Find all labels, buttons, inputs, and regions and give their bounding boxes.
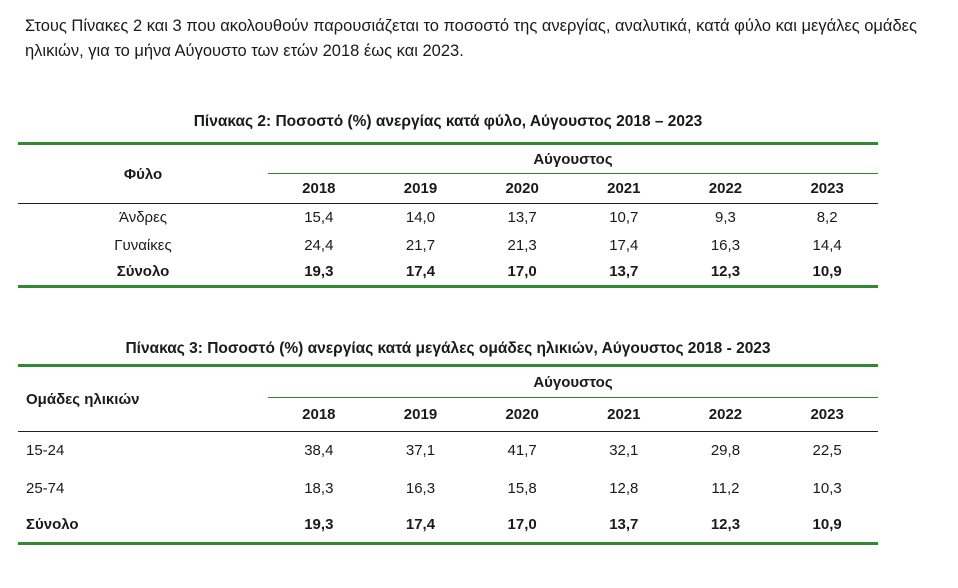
table-cell: 10,9 bbox=[812, 515, 842, 533]
table-cell: 12,8 bbox=[609, 479, 639, 497]
table-cell: 10,3 bbox=[812, 479, 842, 497]
table3-year-header: 2019 bbox=[403, 406, 438, 423]
table3-year-header: 2022 bbox=[708, 406, 743, 423]
table-cell: 13,7 bbox=[609, 515, 639, 533]
table-cell: 19,3 bbox=[304, 515, 334, 533]
table-cell: 10,9 bbox=[812, 263, 842, 281]
table-cell: 21,7 bbox=[405, 236, 436, 254]
table3-caption: Πίνακας 3: Ποσοστό (%) ανεργίας κατά μεγάλες ομάδες ηλικιών, Αύγουστος 2018 - 2023 bbox=[125, 340, 771, 357]
table-cell: 16,3 bbox=[710, 236, 741, 254]
row-label: 15-24 bbox=[26, 442, 65, 460]
table-cell: 13,7 bbox=[507, 209, 537, 227]
row-label: Σύνολο bbox=[116, 263, 170, 281]
table-row bbox=[18, 232, 878, 259]
table-cell: 17,0 bbox=[507, 515, 537, 533]
table3-year-header: 2023 bbox=[810, 406, 844, 423]
table2-group-header: Αύγουστος bbox=[268, 144, 878, 174]
table2-row-header: Φύλο bbox=[18, 144, 268, 204]
row-label: 25-74 bbox=[26, 479, 65, 497]
table-cell: 15,8 bbox=[507, 479, 537, 497]
table-cell: 17,0 bbox=[507, 263, 537, 281]
table-cell: 13,7 bbox=[609, 263, 639, 281]
table-cell: 17,4 bbox=[609, 236, 639, 254]
table-row bbox=[18, 470, 878, 507]
table-cell: 19,3 bbox=[304, 263, 334, 281]
table3-year-header: 2021 bbox=[607, 406, 641, 423]
table-cell: 15,4 bbox=[304, 209, 334, 227]
table2-year-header: 2023 bbox=[810, 180, 844, 197]
table-cell: 37,1 bbox=[405, 442, 436, 460]
table3-year-header: 2018 bbox=[302, 406, 336, 423]
row-label: Άνδρες bbox=[118, 209, 168, 227]
table2-year-header: 2019 bbox=[403, 180, 438, 197]
table-cell: 9,3 bbox=[715, 209, 736, 227]
table3-row-header: Ομάδες ηλικιών bbox=[18, 366, 268, 432]
table3-year-header: 2020 bbox=[505, 406, 539, 423]
table2-year-header: 2020 bbox=[505, 180, 539, 197]
table-cell: 24,4 bbox=[304, 236, 334, 254]
table-cell: 17,4 bbox=[405, 515, 436, 533]
table2-caption: Πίνακας 2: Ποσοστό (%) ανεργίας κατά φύλο, Αύγουστος 2018 – 2023 bbox=[193, 113, 703, 130]
table-cell: 22,5 bbox=[812, 442, 842, 460]
row-label: Γυναίκες bbox=[114, 236, 172, 254]
table-row bbox=[18, 432, 878, 470]
table-cell: 41,7 bbox=[507, 442, 537, 460]
table-row-total bbox=[18, 259, 878, 287]
table-cell: 8,2 bbox=[816, 209, 838, 227]
table2-year-header: 2022 bbox=[708, 180, 743, 197]
table-cell: 14,0 bbox=[405, 209, 436, 227]
table2-gender-unemployment bbox=[18, 142, 878, 288]
intro-paragraph: Στους Πίνακες 2 και 3 που ακολουθούν παρουσιάζεται το ποσοστό της ανεργίας, αναλυτικά, κατά φύλο και μεγάλες ομάδες ηλικιών, για το μήνα Αύγουστο των ετών 2018 έως και 2023. bbox=[25, 17, 917, 60]
table-cell: 12,3 bbox=[710, 515, 741, 533]
table-cell: 17,4 bbox=[405, 263, 436, 281]
table-cell: 21,3 bbox=[507, 236, 537, 254]
table-cell: 16,3 bbox=[405, 479, 436, 497]
table-cell: 29,8 bbox=[710, 442, 741, 460]
table-cell: 14,4 bbox=[812, 236, 842, 254]
table-cell: 11,2 bbox=[711, 479, 740, 497]
table-row bbox=[18, 204, 878, 232]
row-label: Σύνολο bbox=[26, 515, 79, 533]
table-cell: 12,3 bbox=[710, 263, 741, 281]
table-cell: 32,1 bbox=[609, 442, 639, 460]
table-cell: 18,3 bbox=[304, 479, 334, 497]
table2-year-header: 2018 bbox=[302, 180, 336, 197]
table2-year-header: 2021 bbox=[607, 180, 641, 197]
table3-group-header: Αύγουστος bbox=[268, 366, 878, 398]
table-cell: 38,4 bbox=[304, 442, 334, 460]
table3-age-unemployment bbox=[18, 364, 878, 545]
table-cell: 10,7 bbox=[609, 209, 639, 227]
table-row-total bbox=[18, 507, 878, 544]
